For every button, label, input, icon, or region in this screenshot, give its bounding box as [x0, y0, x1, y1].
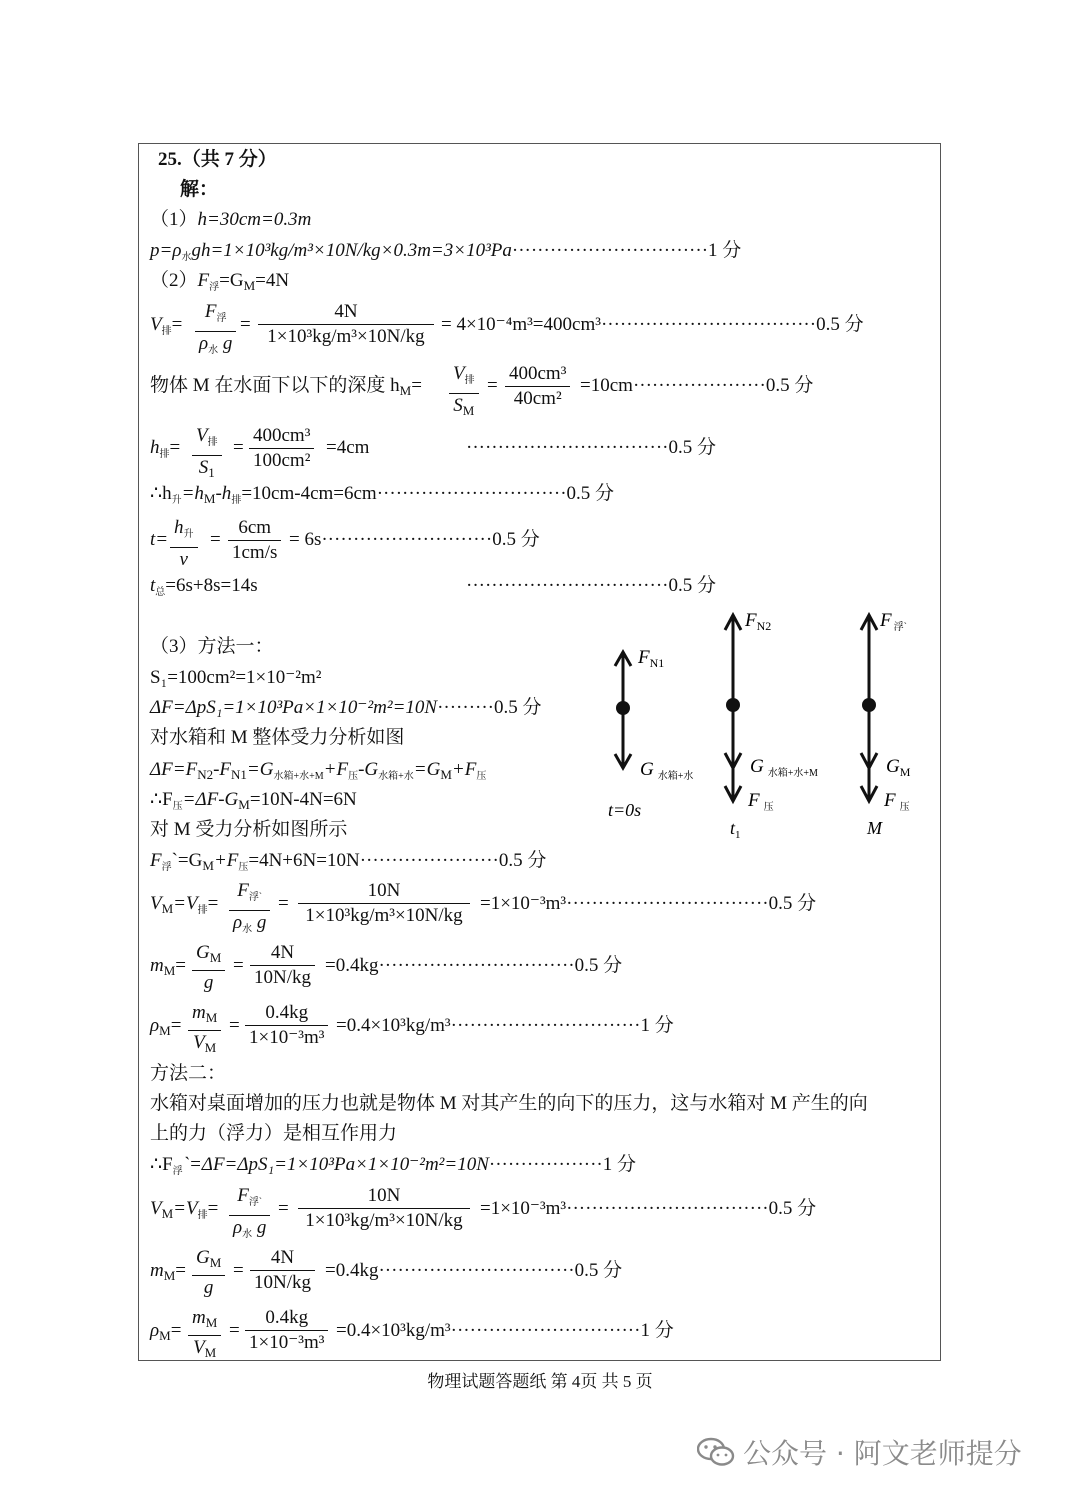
rho-frac-1a: $m_M$ $V_M$ — [188, 1001, 221, 1060]
eq-sign: = — [240, 314, 251, 335]
hpai-frac-1: $V_排$ $S_1$ — [192, 424, 222, 485]
depth-frac-1: $V_排$ $S_M$ — [449, 362, 479, 423]
eq-sign: = — [210, 529, 221, 550]
ttotal-line: $t_总=6s+8s=14s$ — [150, 575, 258, 598]
label-f-ya2: F $_压$ — [884, 790, 910, 813]
mm-result-1: =0.4kg·······························0.5 分 — [325, 955, 623, 976]
hsheng-line: $\therefore h_升=h_M-h_排=10cm-4cm=6cm\cdot\cdot\cdot\cdot\cdot\cdot\cdot\cdot\cdot\cdot\cdot\cdot\cdot\cdot\cdot\cdot\cdot\cdot\cdot\cdot\cdot\cdot\cdot\cdot\cdot\cdot\cdot\cdot\cdot\cdot 0.5$ 分 — [150, 483, 615, 506]
hpai-result: =4cm — [326, 437, 370, 458]
part1-line: （1）h=30cm=0.3m — [150, 209, 312, 230]
label-g-xs: G $_{水箱+水}$ — [640, 759, 694, 782]
watermark-text: 公众号 · 阿文老师提分 — [743, 1437, 1022, 1470]
rho-frac-2b: 0.4kg 1×10⁻³m³ — [245, 1306, 328, 1355]
eq-sign: = — [229, 1320, 240, 1341]
vm-label-2: $V_M=V_排=$ — [150, 1198, 219, 1221]
hpai-label: $h_排=$ — [150, 437, 181, 460]
vm-result-1: =1×10⁻³m³································0.5 分 — [480, 893, 817, 914]
method2-ffu: $\therefore F_浮`=\Delta F=\Delta pS_1=1\times 10^3Pa\times 1\times 10^{-2}m^2=10N\cdot\cdot\cdot\cdot\cdot\cdot\cdot\cdot\cdot\cdot\cdot\cdot\cdot\cdot\cdot\cdot\cdot\cdot 1$ 分 — [150, 1154, 637, 1177]
rho-frac-1b: 0.4kg 1×10⁻³m³ — [245, 1001, 328, 1050]
vm-label-1: $V_M=V_排=$ — [150, 893, 219, 916]
force-diagram — [590, 600, 930, 845]
analysis-2: 对 M 受力分析如图所示 — [150, 819, 348, 840]
part3-label: （3）方法一： — [150, 636, 274, 657]
eq-sign: = — [278, 893, 289, 914]
solution-label: 解： — [180, 179, 219, 200]
body-dot-t0 — [616, 701, 630, 715]
buoyancy-line: $(2)F_浮=G_M=4N$ — [150, 270, 290, 293]
mm-frac-1b: 4N 10N/kg — [250, 941, 315, 990]
hpai-score: ································0.5 分 — [466, 437, 716, 458]
hpai-frac-2: 400cm³ 100cm² — [249, 424, 314, 473]
label-f-ya: F $_压$ — [748, 790, 774, 813]
watermark — [697, 1432, 1022, 1472]
depth-label: 物体 M 在水面下以下的深度 $h_M=$ — [150, 375, 422, 398]
eq-sign: = — [233, 437, 244, 458]
vpai-result: = 4×10⁻⁴m³=400cm³··································0.5 分 — [441, 314, 864, 335]
mm-frac-2b: 4N 10N/kg — [250, 1246, 315, 1295]
method2-text-1: 水箱对桌面增加的压力也就是物体 M 对其产生的向下的压力，这与水箱对 M 产生的向 — [150, 1093, 868, 1114]
page-footer: 物理试题答题纸 第 4页 共 5 页 — [427, 1372, 653, 1391]
analysis-1: 对水箱和 M 整体受力分析如图 — [150, 727, 405, 748]
vpai-frac-1: $F_浮$ $\rho_水$ g — [195, 300, 236, 363]
method2-text-2: 上的力（浮力）是相互作用力 — [150, 1123, 398, 1144]
t-frac-1: $h_升$ v — [170, 516, 198, 572]
s1-line: S₁=100cm²=1×10⁻²m² — [150, 667, 322, 688]
ffu-line: $F_浮`=G_M+F_压=4N+6N=10N\cdot\cdot\cdot\cdot\cdot\cdot\cdot\cdot\cdot\cdot\cdot\cdot\cdot\cdot\cdot\cdot\cdot\cdot\cdot\cdot\cdot\cdot 0.5$ 分 — [150, 850, 547, 873]
method2-label: 方法二： — [150, 1063, 227, 1084]
eq-sign: = — [229, 1015, 240, 1036]
vm-result-2: =1×10⁻³m³································0.5 分 — [480, 1198, 817, 1219]
t-result: = 6s···························0.5 分 — [289, 529, 540, 550]
body-dot-m — [862, 698, 876, 712]
rho-result-2: =0.4×10³kg/m³······························1 分 — [336, 1320, 674, 1341]
df-line: ΔF=ΔpS₁=1×10³Pa×1×10⁻²m²=10N·········0.5 分 — [150, 697, 542, 718]
mm-frac-2a: $G_M$ g — [192, 1246, 225, 1300]
depth-frac-2: 400cm³ 40cm² — [505, 362, 570, 411]
vm-frac-1a: $F_{浮`}$ $\rho_水$ g — [229, 879, 270, 942]
vm-frac-2b: 10N 1×10³kg/m³×10N/kg — [298, 1184, 470, 1233]
mm-label-2: $m_M=$ — [150, 1260, 187, 1283]
mm-frac-1a: $G_M$ g — [192, 941, 225, 995]
label-g-xsm: G $_{水箱+水+M}$ — [750, 756, 818, 779]
mm-result-2: =0.4kg·······························0.5 分 — [325, 1260, 623, 1281]
rho-label-1: $\rho_M=$ — [150, 1015, 182, 1038]
rho-label-2: $\rho_M=$ — [150, 1320, 182, 1343]
eq-sign: = — [278, 1198, 289, 1219]
ttotal-score: ································0.5 分 — [466, 575, 716, 596]
t-frac-2: 6cm 1cm/s — [228, 516, 281, 565]
pressure-line: $p=\rho_水gh=1\times 10^3kg/m^3\times 10N/kg\times 0.3m=3\times 10^3Pa\cdot\cdot\cdot\cdot\cdot\cdot\cdot\cdot\cdot\cdot\cdot\cdot\cdot\cdot\cdot\cdot\cdot\cdot\cdot\cdot\cdot\cdot\cdot\cdot\cdot\cdot\cdot\cdot\cdot\cdot\cdot 1$ 分 — [150, 240, 742, 263]
label-gm: $G_M$ — [886, 756, 911, 779]
label-fn2: $F_{N2}$ — [745, 610, 772, 633]
vpai-label: $V_排=$ — [150, 314, 183, 337]
eq-sign: = — [233, 955, 244, 976]
label-fn1: $F_{N1}$ — [638, 647, 665, 670]
body-dot-t1 — [726, 698, 740, 712]
vm-frac-2a: $F_{浮`}$ $\rho_水$ g — [229, 1184, 270, 1247]
mm-label-1: $m_M=$ — [150, 955, 187, 978]
eq-sign: = — [487, 375, 498, 396]
label-t1: $t_1$ — [730, 818, 741, 841]
depth-result: =10cm·····················0.5 分 — [580, 375, 814, 396]
fya-line: $\therefore F_压=\Delta F-G_M=10N-4N=6N$ — [150, 789, 357, 812]
eq-sign: = — [233, 1260, 244, 1281]
rho-frac-2a: $m_M$ $V_M$ — [188, 1306, 221, 1365]
label-t0: t=0s — [608, 800, 642, 820]
t-label: t= — [150, 529, 169, 550]
question-title: 25.（共 7 分） — [158, 149, 277, 170]
label-f-fu: F $_{浮`}$ — [880, 610, 907, 633]
df2-line: $\Delta F=F_{N2}-F_{N1}=G_{水箱+水+M}+F_压-G_{水箱+水}=G_M+F_压$ — [150, 759, 487, 782]
wechat-icon — [697, 1437, 735, 1467]
vm-frac-1b: 10N 1×10³kg/m³×10N/kg — [298, 879, 470, 928]
rho-result-1: =0.4×10³kg/m³······························1 分 — [336, 1015, 674, 1036]
vpai-frac-2: 4N 1×10³kg/m³×10N/kg — [258, 300, 434, 349]
label-m: M — [867, 818, 882, 838]
